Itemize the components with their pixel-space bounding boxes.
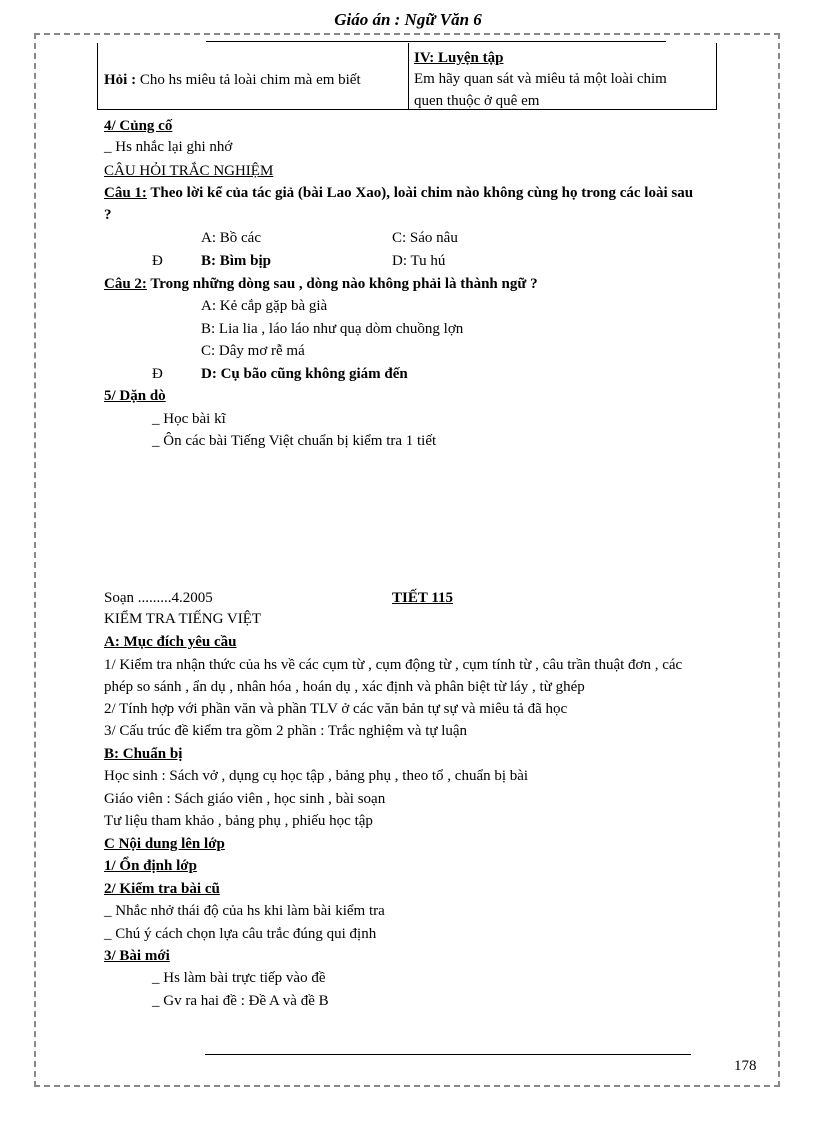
quiz-heading: CÂU HỎI TRẮC NGHIỆM (104, 163, 274, 179)
tiet-heading: TIẾT 115 (392, 590, 454, 606)
q1-option-a: A: Bồ các (201, 230, 261, 246)
q1-question (104, 183, 693, 203)
q1-option-c: C: Sáo nâu (392, 230, 458, 246)
section-a-heading: A: Mục đích yêu cầu (104, 634, 237, 650)
table-left-cell (104, 70, 361, 90)
section-a-1-line1: 1/ Kiểm tra nhận thức của hs về các cụm từ , cụm động từ , cụm tính từ , câu trần thuật đơn , các (104, 657, 683, 673)
q1-text: Theo lời kể của tác giả (bài Lao Xao), loài chim nào không cùng họ trong các loài sau (150, 185, 694, 201)
q2-text: Trong những dòng sau , dòng nào không phải là thành ngữ ? (150, 276, 538, 292)
section-c-1-heading: 1/ Ổn định lớp (104, 858, 197, 874)
lesson-title: KIỂM TRA TIẾNG VIỆT (104, 611, 262, 627)
q2-correct-mark: Đ (152, 366, 163, 382)
section-b-3: Tư liệu tham khảo , bảng phụ , phiếu học tập (104, 813, 373, 829)
page-number: 178 (734, 1058, 757, 1074)
danddo-item-1: _ Học bài kĩ (152, 411, 226, 427)
table-divider (408, 43, 409, 109)
cungco-heading: 4/ Củng cố (104, 118, 173, 134)
section-c-heading: C Nội dung lên lớp (104, 836, 225, 852)
q1-option-b: B: Bìm bịp (201, 253, 272, 269)
section-b-1: Học sinh : Sách vở , dụng cụ học tập , bảng phụ , theo tổ , chuẩn bị bài (104, 768, 529, 784)
q2-option-c: C: Dây mơ rễ má (201, 343, 305, 359)
q2-question (104, 274, 538, 294)
footer-rule (205, 1054, 691, 1055)
q2-label: Câu 2: (104, 276, 147, 292)
section-c-3-heading: 3/ Bài mới (104, 948, 170, 964)
section-c-2-item-1: _ Nhắc nhở thái độ của hs khi làm bài kiểm tra (104, 903, 385, 919)
section-b-heading: B: Chuẩn bị (104, 746, 183, 762)
question-label: Hỏi : (104, 72, 137, 88)
section-c-2-heading: 2/ Kiểm tra bài cũ (104, 881, 220, 897)
danddo-item-2: _ Ôn các bài Tiếng Việt chuẩn bị kiểm tra 1 tiết (152, 433, 437, 449)
document-header-title: Giáo án : Ngữ Văn 6 (334, 10, 482, 29)
section-c-3-item-2: _ Gv ra hai đề : Đề A và đề B (152, 993, 329, 1009)
section-c-3-item-1: _ Hs làm bài trực tiếp vào đề (152, 970, 326, 986)
section-a-2: 2/ Tính hợp với phần văn và phần TLV ở các văn bản tự sự và miêu tả đã học (104, 701, 568, 717)
q1-correct-mark: Đ (152, 253, 163, 269)
question-text: Cho hs miêu tả loài chim mà em biết (139, 72, 361, 88)
practice-heading: IV: Luyện tập (414, 50, 504, 66)
q2-option-a: A: Kẻ cắp gặp bà già (201, 298, 328, 314)
section-a-1-line2: phép so sánh , ẩn dụ , nhân hóa , hoán dụ , xác định và phân biệt từ láy , từ ghép (104, 679, 585, 695)
section-a-3: 3/ Cấu trúc đề kiểm tra gồm 2 phần : Trắc nghiệm và tự luận (104, 723, 468, 739)
cungco-item: _ Hs nhắc lại ghi nhớ (104, 139, 233, 155)
q2-option-b: B: Lia lia , láo láo như quạ dòm chuồng lợn (201, 321, 464, 337)
danddo-heading: 5/ Dặn dò (104, 388, 166, 404)
practice-line-2: quen thuộc ở quê em (414, 93, 540, 109)
top-rule (206, 41, 666, 42)
soan-date: Soạn .........4.2005 (104, 590, 213, 606)
section-c-2-item-2: _ Chú ý cách chọn lựa câu trắc đúng qui định (104, 926, 377, 942)
q1-label: Câu 1: (104, 185, 147, 201)
q2-option-d: D: Cụ bão cũng không giám đến (201, 366, 408, 382)
practice-line-1: Em hãy quan sát và miêu tả một loài chim (414, 71, 667, 87)
q1-option-d: D: Tu hú (392, 253, 446, 269)
q1-text-cont: ? (104, 207, 112, 223)
section-b-2: Giáo viên : Sách giáo viên , học sinh , bài soạn (104, 791, 386, 807)
